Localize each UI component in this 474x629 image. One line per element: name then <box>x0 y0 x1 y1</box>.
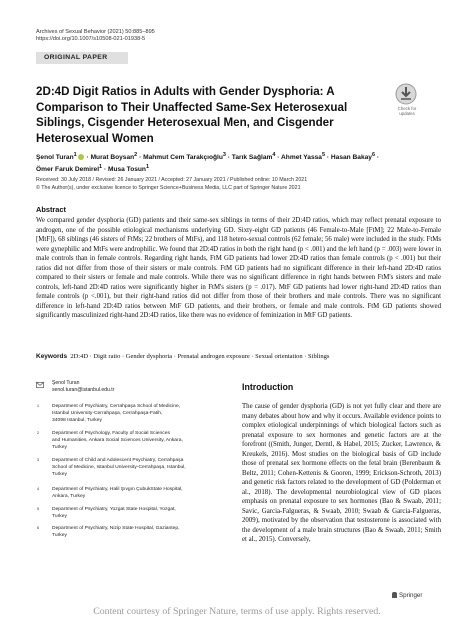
author[interactable]: Ömer Faruk Demirel$^1$ <box>36 163 103 173</box>
publisher-name: Springer <box>399 592 423 599</box>
affiliation-number: 1 <box>37 404 39 408</box>
envelope-icon <box>36 382 44 388</box>
abstract-heading: Abstract <box>36 205 66 214</box>
keywords-label: Keywords <box>36 353 68 360</box>
affiliation-number: 3 <box>37 458 39 462</box>
journal-header <box>36 29 155 43</box>
publication-dates <box>36 177 441 193</box>
affiliation: 5 Department of Psychiatry, Yozgat State Hospital, Yozgat, Turkey <box>37 507 176 519</box>
author[interactable]: Şenol Turan$^1$ <box>36 152 77 162</box>
abstract-text: We compared gender dysphoria (GD) patients and their same-sex siblings in terms of their 2D:4D ratios, which may reflect prenatal exposure to androgen, one of the possible etiological mechanisms underlying GD. Sixty-eight GD patients (46 Female-to-Male [FtM]; 22 Male-to-Female [MtF]), 68 siblings (46 sisters of FtMs; 22 brothers of MtFs), and 118 hetero-sexual controls (62 female; 56 male) were included in the study. FtMs were gynephilic and MtFs were androphilic. We found that 2D:4D ratios in both the right hand (p < .001) and the left hand (p = .003) were lower in male controls than in female controls. Regarding right hands, FtM GD patients had lower 2D:4D ratios than female controls (p < .001) but their ratios did not differ from those of their sisters or male controls. FtM GD patients had no significant difference in their left-hand 2D:4D ratios compared to their sisters or female and male controls. While there was no significant difference in right hands between FtM's sisters and male controls, left-hand 2D:4D ratios were significantly higher in FtM's sisters (p = .017). MtF GD patients had lower right-hand 2D:4D ratios than female controls (p <.001), but their right-hand ratios did not differ from those of their brothers and male controls. There was no significant difference in left-hand 2D:4D ratios between MtF GD patients, and their brothers, or female and male controls. FtM GD patients showed significantly masculinized right-hand 2D:4D ratios, like there was no evidence of feminization in MtF GD patients. <box>36 217 441 319</box>
springer-horse-icon <box>392 592 397 598</box>
affiliation: 1 Department of Psychiatry, Cerrahpaşa School of Medicine, Istanbul University-Cerrahpaşa, Cerrahpaşa-Fatih, 34098 Istanbul, Turkey <box>37 404 181 423</box>
affiliation: 2 Department of Psychology, Faculty of Social Sciences and Humanities, Ankara Social Sciences University, Ankara, Turkey <box>37 431 183 450</box>
article-title: 2D:4D Digit Ratios in Adults with Gender Dysphoria: A Comparison to Their Unaffected Same-Sex Heterosexual Siblings, Cisgender Heterosexual Men, and Cisgender Heterosexual Women <box>36 85 348 145</box>
doi-link[interactable]: https://doi.org/10.1007/s10508-021-01938-5 <box>36 36 146 42</box>
keywords <box>36 353 441 361</box>
author-list: Şenol Turan$^1$ · Murat Boysan$^2$ · Mahmut Cem Tarakçıoğlu$^3$ · Tarık Sağlam$^4$ · Ahmet Yassa$^5$ · Hasan Bakay$^6$ · Ömer Faruk Demirel$^1$ · Musa Tosun$^1$ <box>36 152 380 173</box>
affiliation-number: 2 <box>37 431 39 435</box>
publisher-logo <box>392 592 422 599</box>
author[interactable]: Murat Boysan$^2$ <box>90 152 138 162</box>
affiliation: 6 Department of Psychiatry, Nizip State Hospital, Gaziantep, Turkey <box>37 526 180 538</box>
footer-notice: Content courtesy of Springer Nature, terms of use apply. Rights reserved. <box>93 606 381 617</box>
corresponding-author-email[interactable]: senol.turan@istanbul.edu.tr <box>52 386 115 393</box>
affiliation-number: 6 <box>37 526 39 530</box>
corresponding-author <box>52 380 114 394</box>
history-dates: Received: 30 July 2018 / Revised: 26 January 2021 / Accepted: 27 January 2021 / Published online: 10 March 2021 <box>36 177 308 183</box>
check-for-updates-label[interactable]: Check for updates <box>397 106 417 116</box>
affiliation-number: 4 <box>37 487 39 491</box>
author[interactable]: Ahmet Yassa$^5$ <box>281 152 326 162</box>
orcid-icon[interactable] <box>78 154 84 160</box>
introduction-text: The cause of gender dysphoria (GD) is not yet fully clear and there are many debates about how and why it occurs. Available evidence points to complex etiological underpinnings of which biological factors such as prenatal exposure to sex hormones and genetic factors are at the forefront ((Smith, Junger, Derntl, & Habel, 2015; Zucker, Lawrence, & Kreukels, 2016). Most studies on the biological basis of GD include those of prenatal sex hormone effects on the fetal brain (Berenbaum & Beltz, 2011; Cohen-Kettenis & Gooren, 1999; Erickson-Schroth, 2013) and genetic risk factors related to the development of GD (Polderman et al., 2018). The developmental neurobiological view of GD places emphasis on prenatal exposure to sex hormones (Bao & Swaab, 2011; Savic, Garcia-Falgueras, & Swaab, 2010; Swaab & Garcia-Falgueras, 2009), motivated by the observation that testosterone is associated with the development of a male brain structures (Bao & Swaab, 2011; Smith et al., 2015). Conversely, <box>242 403 441 543</box>
article-type-label: ORIGINAL PAPER <box>44 54 108 61</box>
copyright-notice: © The Author(s), under exclusive licence to Springer Science+Business Media, LLC part of Springer Nature 2021 <box>36 184 301 191</box>
author[interactable]: Mahmut Cem Tarakçıoğlu$^3$ <box>143 152 226 162</box>
check-for-updates-icon[interactable] <box>395 83 417 105</box>
affiliation: 4 Department of Psychiatry, Halil Şıvgın ÇubukState Hospital, Ankara, Turkey <box>37 487 183 499</box>
affiliation: 3 Department of Child and Adolescent Psychiatry, Cerrahpaşa School of Medicine, Istanbul University-Cerrahpaşa, Istanbul, Turkey <box>37 458 186 477</box>
author[interactable]: Tarık Sağlam$^4$ <box>231 152 276 162</box>
introduction-heading: Introduction <box>242 382 294 392</box>
author[interactable]: Musa Tosun$^1$ <box>107 163 150 173</box>
keywords-list: 2D:4D · Digit ratio · Gender dysphoria · Prenatal androgen exposure · Sexual orientation · Siblings <box>70 353 330 360</box>
affiliation-number: 5 <box>37 507 39 511</box>
corresponding-author-name: Şenol Turan <box>52 380 80 386</box>
author[interactable]: Hasan Bakay$^6$ <box>330 152 376 162</box>
journal-citation: Archives of Sexual Behavior (2021) 50:885–895 <box>36 29 155 35</box>
